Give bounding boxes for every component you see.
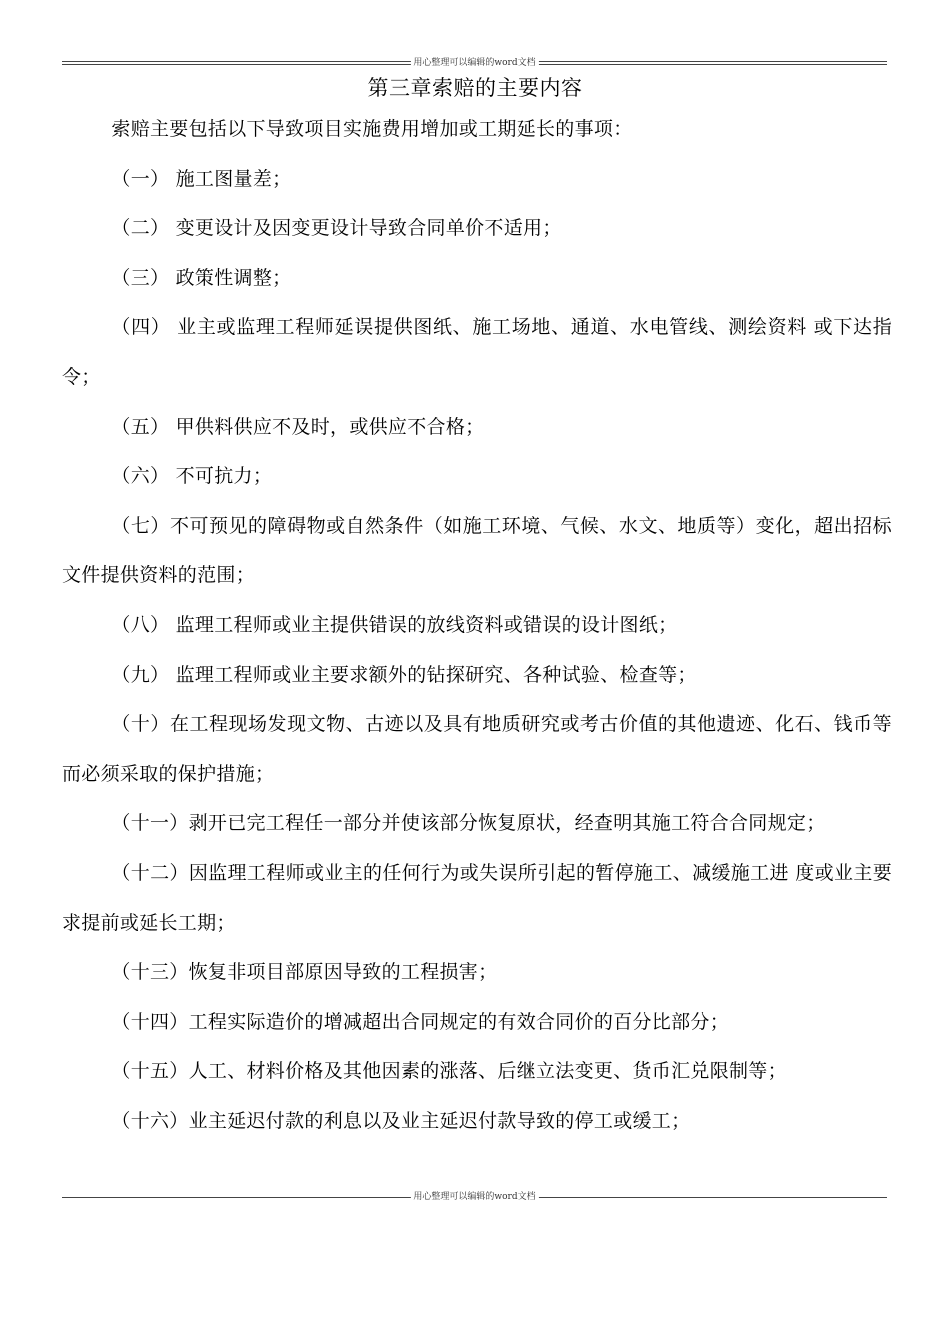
list-item: （十二）因监理工程师或业主的任何行为或失误所引起的暂停施工、减缓施工进 度或业主要求提前或延长工期；: [62, 861, 892, 934]
list-item: （五） 甲供料供应不及时，或供应不合格；: [111, 415, 485, 438]
list-item: （八） 监理工程师或业主提供错误的放线资料或错误的设计图纸；: [111, 613, 678, 636]
list-item: （十六）业主延迟付款的利息以及业主延迟付款导致的停工或缓工；: [111, 1109, 691, 1132]
list-item: （七）不可预见的障碍物或自然条件（如施工环境、气候、水文、地质等）变化，超出招标文件提供资料的范围；: [62, 514, 892, 587]
list-item: （十）在工程现场发现文物、古迹以及具有地质研究或考古价值的其他遗迹、化石、钱币等而必须采取的保护措施；: [62, 713, 892, 785]
chapter-title: 第三章索赔的主要内容: [367, 76, 583, 100]
header-watermark: 用心整理可以编辑的word文档: [410, 57, 538, 69]
list-item: （十一）剥开已完工程任一部分并使该部分恢复原状，经查明其施工符合合同规定；: [111, 812, 826, 835]
list-item: （三） 政策性调整；: [111, 266, 292, 289]
list-item: （九） 监理工程师或业主要求额外的钻探研究、各种试验、检查等；: [111, 663, 697, 686]
intro-paragraph: 索赔主要包括以下导致项目实施费用增加或工期延长的事项：: [111, 118, 633, 140]
header-rule: [62, 57, 887, 69]
list-item: （十五）人工、材料价格及其他因素的涨落、后继立法变更、货币汇兑限制等；: [111, 1060, 787, 1083]
list-item: （十三）恢复非项目部原因导致的工程损害；: [111, 961, 498, 984]
list-item: （四） 业主或监理工程师延误提供图纸、施工场地、通道、水电管线、测绘资料 或下达指令；: [62, 316, 892, 388]
list-item: （一） 施工图量差；: [111, 167, 292, 190]
footer-rule: [62, 1191, 887, 1203]
list-item: （二） 变更设计及因变更设计导致合同单价不适用；: [111, 217, 562, 240]
list-item: （六） 不可抗力；: [111, 465, 273, 488]
document-body: [62, 105, 892, 1146]
footer-watermark: 用心整理可以编辑的word文档: [410, 1191, 538, 1203]
list-item: （十四）工程实际造价的增减超出合同规定的有效合同价的百分比部分；: [111, 1010, 729, 1033]
